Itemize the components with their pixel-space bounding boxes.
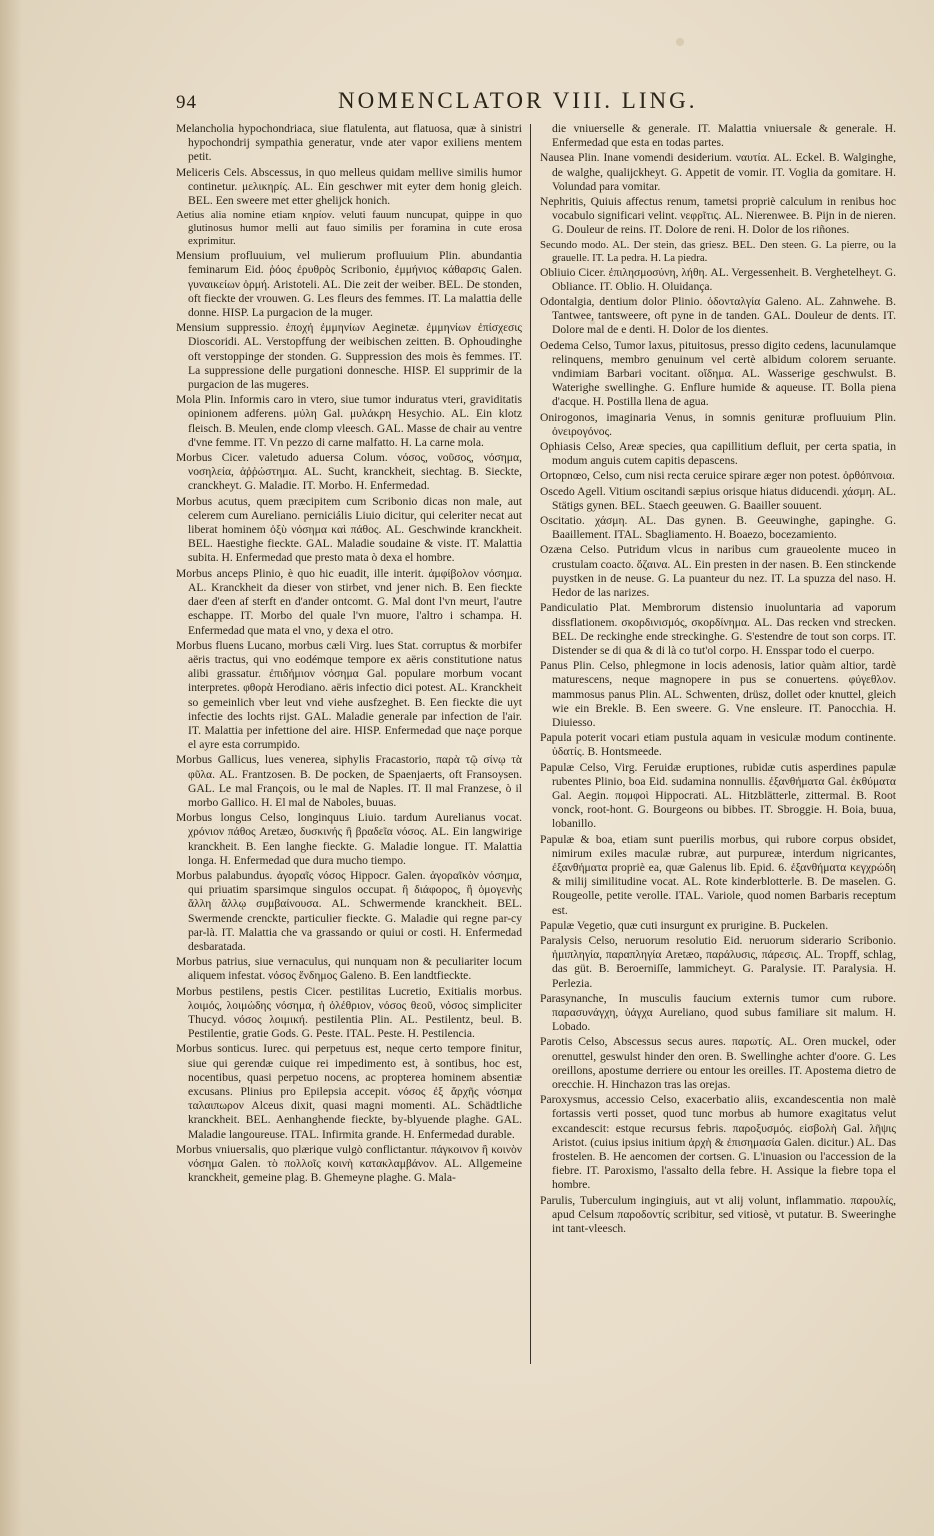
dictionary-entry: Parotis Celso, Abscessus secus aures. παρωτίς. AL. Oren muckel, oder orenuttel, geswulst hinder den oren. B. Swellinghe achter d'oore. G. Les oreillons, apostume derriere ou entour les oreilles. IT. Apostema dietro de orecchie. H. Hinchazon tras las orejas. [540, 1035, 896, 1091]
dictionary-entry: Parasynanche, In musculis faucium externis tumor cum rubore. παρασυνάγχη, ὑάγχα Aureliano, quod subus familiare sit malum. H. Lobado. [540, 991, 896, 1034]
dictionary-entry: Papulæ Vegetio, quæ cuti insurgunt ex prurigine. B. Puckelen. [540, 918, 829, 932]
page-edge-shadow [0, 0, 22, 1536]
dictionary-entry: Oedema Celso, Tumor laxus, pituitosus, presso digito cedens, lacunulamque relinquens, membro genuinum vel certè albidum colorem seruante. vndimiam Barbari vocitant. οἴδημα. AL. Wasserige geschwulst. B. Waterighe swellinghe. G. Enflure humide & aqueuse. IT. Bolla piena d'acque. H. Postilla llena de agua. [540, 338, 896, 409]
dictionary-entry: Pandiculatio Plat. Membrorum distensio inuoluntaria ad vaporum dissflationem. σκορδινισμός, σκορδίνημα. AL. Das recken vnd strecken. BEL. De reckinghe ende streckinghe. G. S'estendre de tout son corps. IT. Distender se di qua & di là co tut'ol corpo. H. Ensspar todo el cuerpo. [540, 601, 896, 657]
right-column [540, 122, 896, 1372]
dictionary-entry: Melancholia hypochondriaca, siue flatulenta, aut flatuosa, quæ à sinistri hypochondrij sympathia generatur, vnde ater vapor exiliens mentem petit. [176, 122, 522, 164]
dictionary-entry: Morbus vniuersalis, quo plærique vulgò conflictantur. πάγκοινον ἢ κοινὸν νόσημα Galen. τὸ πολλοῖς κοινὴ κατακλαμβάνον. AL. Allgemeine kranckheit, gemeine plag. B. Ghemeyne plaghe. G. Mala- [176, 1142, 522, 1185]
dictionary-entry: Nausea Plin. Inane vomendi desiderium. ναυτία. AL. Eckel. B. Walginghe, de walghe, qualijckheyt. G. Appetit de vomir. IT. Voglia da gomitare. H. Volundad para vomitar. [540, 151, 896, 193]
dictionary-entry: die vniuerselle & generale. IT. Malattia vniuersale & generale. H. Enfermedad que esta en todas partes. [552, 122, 896, 150]
dictionary-entry: Onirogonos, imaginaria Venus, in somnis genituræ profluuium Plin. ὀνειρογόνος. [540, 410, 896, 438]
dictionary-entry: Morbus pestilens, pestis Cicer. pestilitas Lucretio, Exitialis morbus. λοιμός, λοιμώδης νόσημα, ἡ ὀλέθριον, νόσος θεοῦ, νόσος simpliciter Thucyd. νόσος λοιμική. pestilentia Plin. AL. Pestilentz, beul. B. Pestilentie, gratie Gods. G. Peste. ITAL. Peste. H. Pestilencia. [176, 984, 522, 1041]
dictionary-entry: Morbus fluens Lucano, morbus cæli Virg. lues Stat. corruptus & morbifer aëris tractus, qui vno eodémque tempore ex aëris constitutione natus alibi grassatur. ἐπιδήμιον νόσημα Gal. populare morbum vocant interpretes. φθορὰ Herodiano. aëris infectio dici potest. AL. Kranckheit so gemeinlich vber leut vnd viehe ausfzeghet. B. Een fieckte die uyt infectie des lochts rijst. GAL. Maladie generale par infection de l'air. IT. Malattia per infettione del aire. HISP. Enfermedad que naçe porque el ayre esta corrumpido. [176, 638, 522, 752]
left-column [176, 122, 522, 1372]
dictionary-entry: Ophiasis Celso, Areæ species, qua capillitium defluit, per certa spatia, in modum anguis cutem capitis depascens. [540, 440, 896, 468]
dictionary-entry: Ozæna Celso. Putridum vlcus in naribus cum graueolente muceo in crustulam coacto. ὄζαινα. AL. Ein presten in der nasen. B. Een stinckende puystken in de neuse. G. La puanteur du nez. IT. La spuzza del naso. H. Hedor de las narizes. [540, 543, 896, 600]
dictionary-entry: Paroxysmus, accessio Celso, exacerbatio aliis, excandescentia non malè fortassis verti posset, quod tunc morbus ab humore exagitatus velut excandescit: estque recursus febris. παροξυσμός. εἰσβολὴ Gal. λῆψις Aristot. (cuius ipsius initium ἀρχὴ & ἐπισημασία Galen. dicitur.) AL. Das frostelen. B. He aencomen der cortsen. G. L'inuasion ou l'accession de la fiebre. IT. Paroxismo, l'assalto della febre. H. Assique la fiebre topa el hombre. [540, 1093, 896, 1192]
dictionary-entry: Morbus sonticus. Iurec. qui perpetuus est, neque certo tempore finitur, siue qui gerendæ cuique rei impedimento est, à sontibus, hoc est, nocentibus, quasi perpetuo nocens, ac propterea hominem absentiæ excusans. Plinius pro Epilepsia accepit. νόσος ἐξ ἄρχῆς νόσημα ταλαιπωρον Alceus dixit, quasi magni momenti. AL. Schädtliche kranckheit. BEL. Aenhanghende fieckte, by-blyuende plaghe. GAL. Maladie langoureuse. ITAL. Infirmita grande. H. Enfermedad durable. [176, 1042, 522, 1141]
dictionary-entry: Ortopnœo, Celso, cum nisi recta ceruice spirare æger non potest. ὀρθόπνοια. [540, 469, 895, 483]
dictionary-entry: Oscitatio. χάσμη. AL. Das gynen. B. Geeuwinghe, gapinghe. G. Baaillement. ITAL. Sbagliamento. H. Boaezo, bocezamiento. [540, 514, 896, 542]
running-title: NOMENCLATOR VIII. LING. [338, 88, 698, 113]
dictionary-entry: Papulæ & boa, etiam sunt puerilis morbus, qui rubore corpus obsidet, nimirum exiles maculæ rubræ, aut purpureæ, interdum nigricantes, ἐξανθήματα propriè ea, quæ Galenus lib. Epid. 6. ἐξανθήματα κεγχρώδη & milij similitudine vocat. AL. Rote kinderblotterle. B. De maselen. G. Rougeolle, petite verolle. ITAL. Variole, quod nomen Barbaris receptum est. [540, 832, 896, 917]
ink-spot [676, 38, 684, 46]
dictionary-entry: Panus Plin. Celso, phlegmone in locis adenosis, latior quàm altior, tardè maturescens, neque magnopere in pus se conuertens. φύγεθλον. mammosus panus Plin. AL. Schwenten, drüsz, dollet oder knuttel, gleich wie ein Brekle. B. Een sweere. G. Vne ensleure. IT. Panocchia. H. Diuiesso. [540, 659, 896, 729]
dictionary-entry: Morbus Cicer. valetudo aduersa Colum. νόσος, νοῦσος, νόσημα, νοσηλεία, ἀῤῥώστημα. AL. Sucht, kranckheit, siechtag. B. Sieckte, cranckheyt. G. Maladie. IT. Morbo. H. Enfermedad. [176, 451, 522, 493]
dictionary-entry: Nephritis, Quiuis affectus renum, tametsi propriè calculum in renibus hoc vocabulo significari velint. νεφρῖτις. AL. Nierenwee. B. Pijn in de nieren. G. Douleur de reins. IT. Dolore de reni. H. Dolor de los riñones. [540, 195, 896, 237]
column-divider [530, 124, 531, 1364]
dictionary-entry: Morbus Gallicus, lues venerea, siphylis Fracastorio, παρὰ τῷ σίνῳ τὰ φῦλα. AL. Frantzosen. B. De pocken, de Spaenjaerts, oft Fransoysen. GAL. Le mal François, ou le mal de Naples. IT. Il mal Franzese, ò il morbo Gallico. H. El mal de Naboles, buuas. [176, 753, 522, 809]
dictionary-entry: Morbus anceps Plinio, è quo hic euadit, ille interit. ἀμφίβολον νόσημα. AL. Kranckheit da dieser von stirbet, vnd jener nich. B. Een fieckte daer d'een af sterft en d'ander ontcomt. G. Mal dont l'vn meurt, l'autre eschappe. IT. Morbo del quale l'vn muore, l'altro i schampa. H. Enfermedad que mata el vno, y dexa el otro. [176, 566, 522, 637]
page-number: 94 [176, 92, 197, 113]
dictionary-entry: Paralysis Celso, neruorum resolutio Eid. neruorum siderario Scribonio. ἡμιπληγία, παραπληγία Aretæo, παράλυσις, πάρεσις. AL. Tropff, schlag, das güt. B. Beroerniſſe, lammicheyt. G. Paralysie. IT. Paralysia. H. Perlezia. [540, 933, 896, 990]
dictionary-entry: Morbus palabundus. ἀγοραῖς νόσος Hippocr. Galen. ἀγοραῖκὸν νόσημα, qui priuatim sparsimque singulos occupat. ἢ διάφορος, ἢ ὁμογενὴς ἄλλη ἄλλῳ συμβαίνουσα. AL. Schwermende kranckheit. BEL. Swermende crenckte, particulier fieckte. G. Maladie qui regne par-cy par-là. IT. Malattia che va grassando or quiui or costi. H. Enfermedad desbaratada. [176, 868, 522, 953]
dictionary-entry: Parulis, Tuberculum ingingiuis, aut vt alij volunt, inflammatio. παρουλίς, apud Celsum παροδοντίς scribitur, sed vitiosè, vt putatur. B. Sweeringhe int tant-vleesch. [540, 1193, 896, 1236]
dictionary-entry: Meliceris Cels. Abscessus, in quo melleus quidam mellive similis humor continetur. μελικηρίς. AL. Ein geschwer mit eyter dem honig gleich. BEL. Een sweere met etter ghelijck honich. [176, 165, 522, 208]
dictionary-entry: Papula poterit vocari etiam pustula aquam in vesiculæ modum continente. ὑδατίς. B. Hontsmeede. [540, 731, 896, 759]
dictionary-entry: Morbus patrius, siue vernaculus, qui nunquam non & peculiariter locum aliquem infestat. νόσος ἔνδημος Galeno. B. Een landtfieckte. [176, 955, 522, 983]
dictionary-entry: Obliuio Cicer. ἐπιλησμοσύνη, λήθη. AL. Vergessenheit. B. Verghetelheyt. G. Obliance. IT. Oblio. H. Oluidança. [540, 265, 896, 293]
page-header [168, 86, 908, 122]
dictionary-entry: Mensium profluuium, vel mulierum profluuium Plin. abundantia feminarum Eid. ῥόος ἐρυθρὸς Scribonio, ἐμμήνιος κάθαρσις Galen. γυναικείων ὁρμή. Aristoteli. AL. Die zeit der weiber. BEL. De stonden, oft fieckte der vrouwen. G. Les fleurs des femmes. IT. La malattia delle donne. HISP. La purgacion de la muger. [176, 249, 522, 320]
dictionary-entry: Oscedo Agell. Vitium oscitandi sæpius orisque hiatus diducendi. χάσμη. AL. Stätigs gynen. BEL. Staech geeuwen. G. Baailler souuent. [540, 484, 896, 512]
dictionary-entry: Morbus acutus, quem præcipitem cum Scribonio dicas non male, aut celerem cum Aureliano. perniciális Liuio dicitur, qui celeriter necat aut liberat hominem ὀξὺ νόσημα καὶ πάθος. AL. Geschwinde kranckheit. BEL. Haestighe fieckte. GAL. Maladie soudaine & viste. IT. Malattia subita. H. Enfermedad que presto mata ò dexa el hombre. [176, 494, 522, 565]
dictionary-note: Aetius alia nomine etiam κηρίον. veluti fauum nuncupat, quippe in quo glutinosus humor melli aut fauo similis per foramina in cute erosa exprimitur. [176, 209, 522, 248]
dictionary-entry: Mola Plin. Informis caro in vtero, siue tumor induratus vteri, graviditatis opinionem adferens. μύλη Gal. μυλάκρη Hesychio. AL. Ein klotz fleisch. B. Meulen, ende clomp vleesch. GAL. Masse de chair au ventre d'vne femme. IT. Vn pezzo di carne malfatto. H. La carne mola. [176, 393, 522, 449]
dictionary-entry: Papulæ Celso, Virg. Feruidæ eruptiones, rubidæ cutis asperdines papulæ rubentes Plinio, boa Eid. sudamina nonnullis. ἐξανθήματα Gal. ἐκθύματα Gal. Aegin. πομφοὶ Hippocrati. AL. Hitzblätterle, zittermal. B. Root vonck, root-hont. G. Bourgeons ou bibbes. IT. Sbroggie. H. Boia, buua, lobanillo. [540, 760, 896, 831]
dictionary-entry: Morbus longus Celso, longinquus Liuio. tardum Aurelianus vocat. χρόνιον πάθος Aretæo, δυσκινής ἢ βραδεῖα νόσος. AL. Ein langwirige kranckheit. B. Een langhe fieckte. G. Maladie longue. IT. Malattia longa. H. Enfermedad que dura mucho tiempo. [176, 811, 522, 867]
dictionary-entry: Mensium suppressio. ἐποχή ἐμμηνίων Aeginetæ. ἐμμηνίων ἐπίσχεσις Dioscoridi. AL. Verstopffung der weibischen zeitten. B. Ophoudinghe oft verstoppinge der stonden. G. Suppression des mois ès femmes. IT. La suppressione delle purgationi donnesche. HISP. El supprimir de la purgacion de las mugeres. [176, 321, 522, 392]
dictionary-entry: Odontalgia, dentium dolor Plinio. ὀδονταλγία Galeno. AL. Zahnwehe. B. Tantwee, tantsweere, oft pyne in de tanden. GAL. Douleur de dents. IT. Dolore mal de e denti. H. Dolor de los dientes. [540, 295, 896, 337]
dictionary-note: Secundo modo. AL. Der stein, das griesz. BEL. Den steen. G. La pierre, ou la grauelle. IT. La pedra. H. La piedra. [540, 238, 896, 264]
